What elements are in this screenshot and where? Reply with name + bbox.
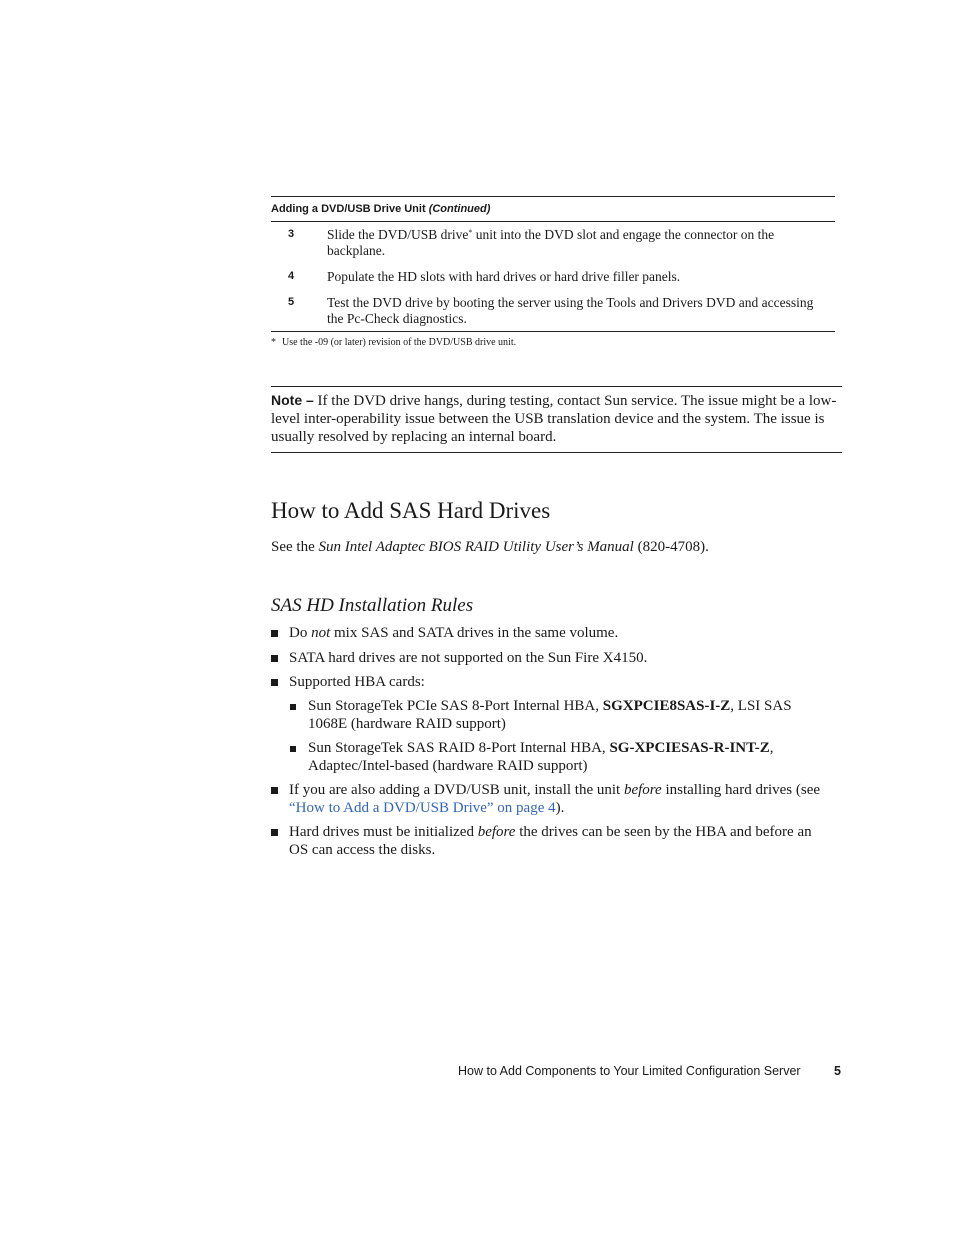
table-header-rule — [271, 221, 835, 222]
running-footer: How to Add Components to Your Limited Configuration Server — [458, 1064, 801, 1078]
list-item — [289, 781, 834, 817]
bullet-icon — [271, 829, 278, 836]
note-top-rule — [271, 386, 842, 387]
page-number: 5 — [834, 1064, 841, 1078]
table-title — [271, 203, 490, 215]
list-item — [289, 624, 839, 642]
sub-bullet-icon — [290, 746, 296, 752]
list-text: , LSI SAS 1068E (hardware RAID support) — [308, 698, 792, 732]
emphasis: before — [623, 782, 662, 798]
bullet-icon — [271, 679, 278, 686]
sub-list-item — [308, 697, 833, 733]
note-label: Note – — [271, 392, 314, 408]
list-text: installing hard drives (see — [661, 782, 821, 798]
sub-list-item — [308, 739, 833, 775]
footnote-text: Use the -09 (or later) revision of the DVD/USB drive unit. — [282, 337, 517, 348]
table-top-rule — [271, 196, 835, 197]
note-block — [271, 391, 841, 446]
step-text — [327, 227, 827, 259]
list-text: Sun StorageTek PCIe SAS 8-Port Internal HBA, — [308, 698, 603, 714]
list-text: the drives can be seen by the HBA and before an OS can access the disks. — [289, 824, 812, 858]
step-number: 5 — [288, 296, 295, 308]
list-item: Supported HBA cards: — [289, 674, 425, 690]
part-number: SGXPCIE8SAS-I-Z — [602, 698, 731, 714]
emphasis: before — [477, 824, 516, 840]
step-text-part: Slide the DVD/USB drive — [327, 227, 469, 242]
list-text: ). — [555, 800, 565, 816]
list-text: If you are also adding a DVD/USB unit, install the unit — [289, 782, 624, 798]
step-number: 3 — [288, 228, 295, 240]
manual-title: Sun Intel Adaptec BIOS RAID Utility User’s Manual — [318, 539, 634, 555]
step-number: 4 — [288, 270, 295, 282]
table-title-suffix: (Continued) — [428, 203, 491, 215]
subsection-heading: SAS HD Installation Rules — [271, 595, 474, 616]
list-text: Hard drives must be initialized — [289, 824, 478, 840]
list-text: Sun StorageTek SAS RAID 8-Port Internal HBA, — [308, 740, 610, 756]
see-reference — [271, 539, 709, 556]
bullet-icon — [271, 655, 278, 662]
footnote-mark: * — [271, 337, 276, 348]
table-title-text: Adding a DVD/USB Drive Unit — [271, 203, 426, 215]
part-number: SG-XPCIESAS-R-INT-Z — [609, 740, 770, 756]
table-footnote — [271, 337, 516, 348]
step-text-part: unit into the DVD slot and engage the connector on the backplane. — [327, 227, 775, 258]
note-bottom-rule — [271, 452, 842, 453]
note-text: If the DVD drive hangs, during testing, contact Sun service. The issue might be a low-level inter-operability issue between the USB translation device and the system. The issue is usually resolved by replacing an internal board. — [271, 393, 837, 445]
see-prefix: See the — [271, 539, 319, 555]
section-heading: How to Add SAS Hard Drives — [271, 498, 551, 523]
see-suffix: (820-4708). — [633, 539, 709, 555]
footnote-marker: * — [468, 228, 473, 237]
table-bottom-rule — [271, 331, 835, 332]
bullet-icon — [271, 630, 278, 637]
list-item — [289, 823, 834, 859]
list-text: Do — [289, 625, 312, 641]
sub-bullet-icon — [290, 704, 296, 710]
cross-reference-link[interactable]: “How to Add a DVD/USB Drive” on page 4 — [289, 800, 556, 816]
bullet-icon — [271, 787, 278, 794]
step-text: Populate the HD slots with hard drives or hard drive filler panels. — [327, 269, 681, 284]
emphasis: not — [311, 625, 331, 641]
list-text: , Adaptec/Intel-based (hardware RAID support) — [308, 740, 774, 774]
list-item: SATA hard drives are not supported on the Sun Fire X4150. — [289, 650, 648, 666]
list-text: mix SAS and SATA drives in the same volume. — [330, 625, 619, 641]
step-text: Test the DVD drive by booting the server using the Tools and Drivers DVD and accessing the Pc-Check diagnostics. — [327, 295, 814, 326]
